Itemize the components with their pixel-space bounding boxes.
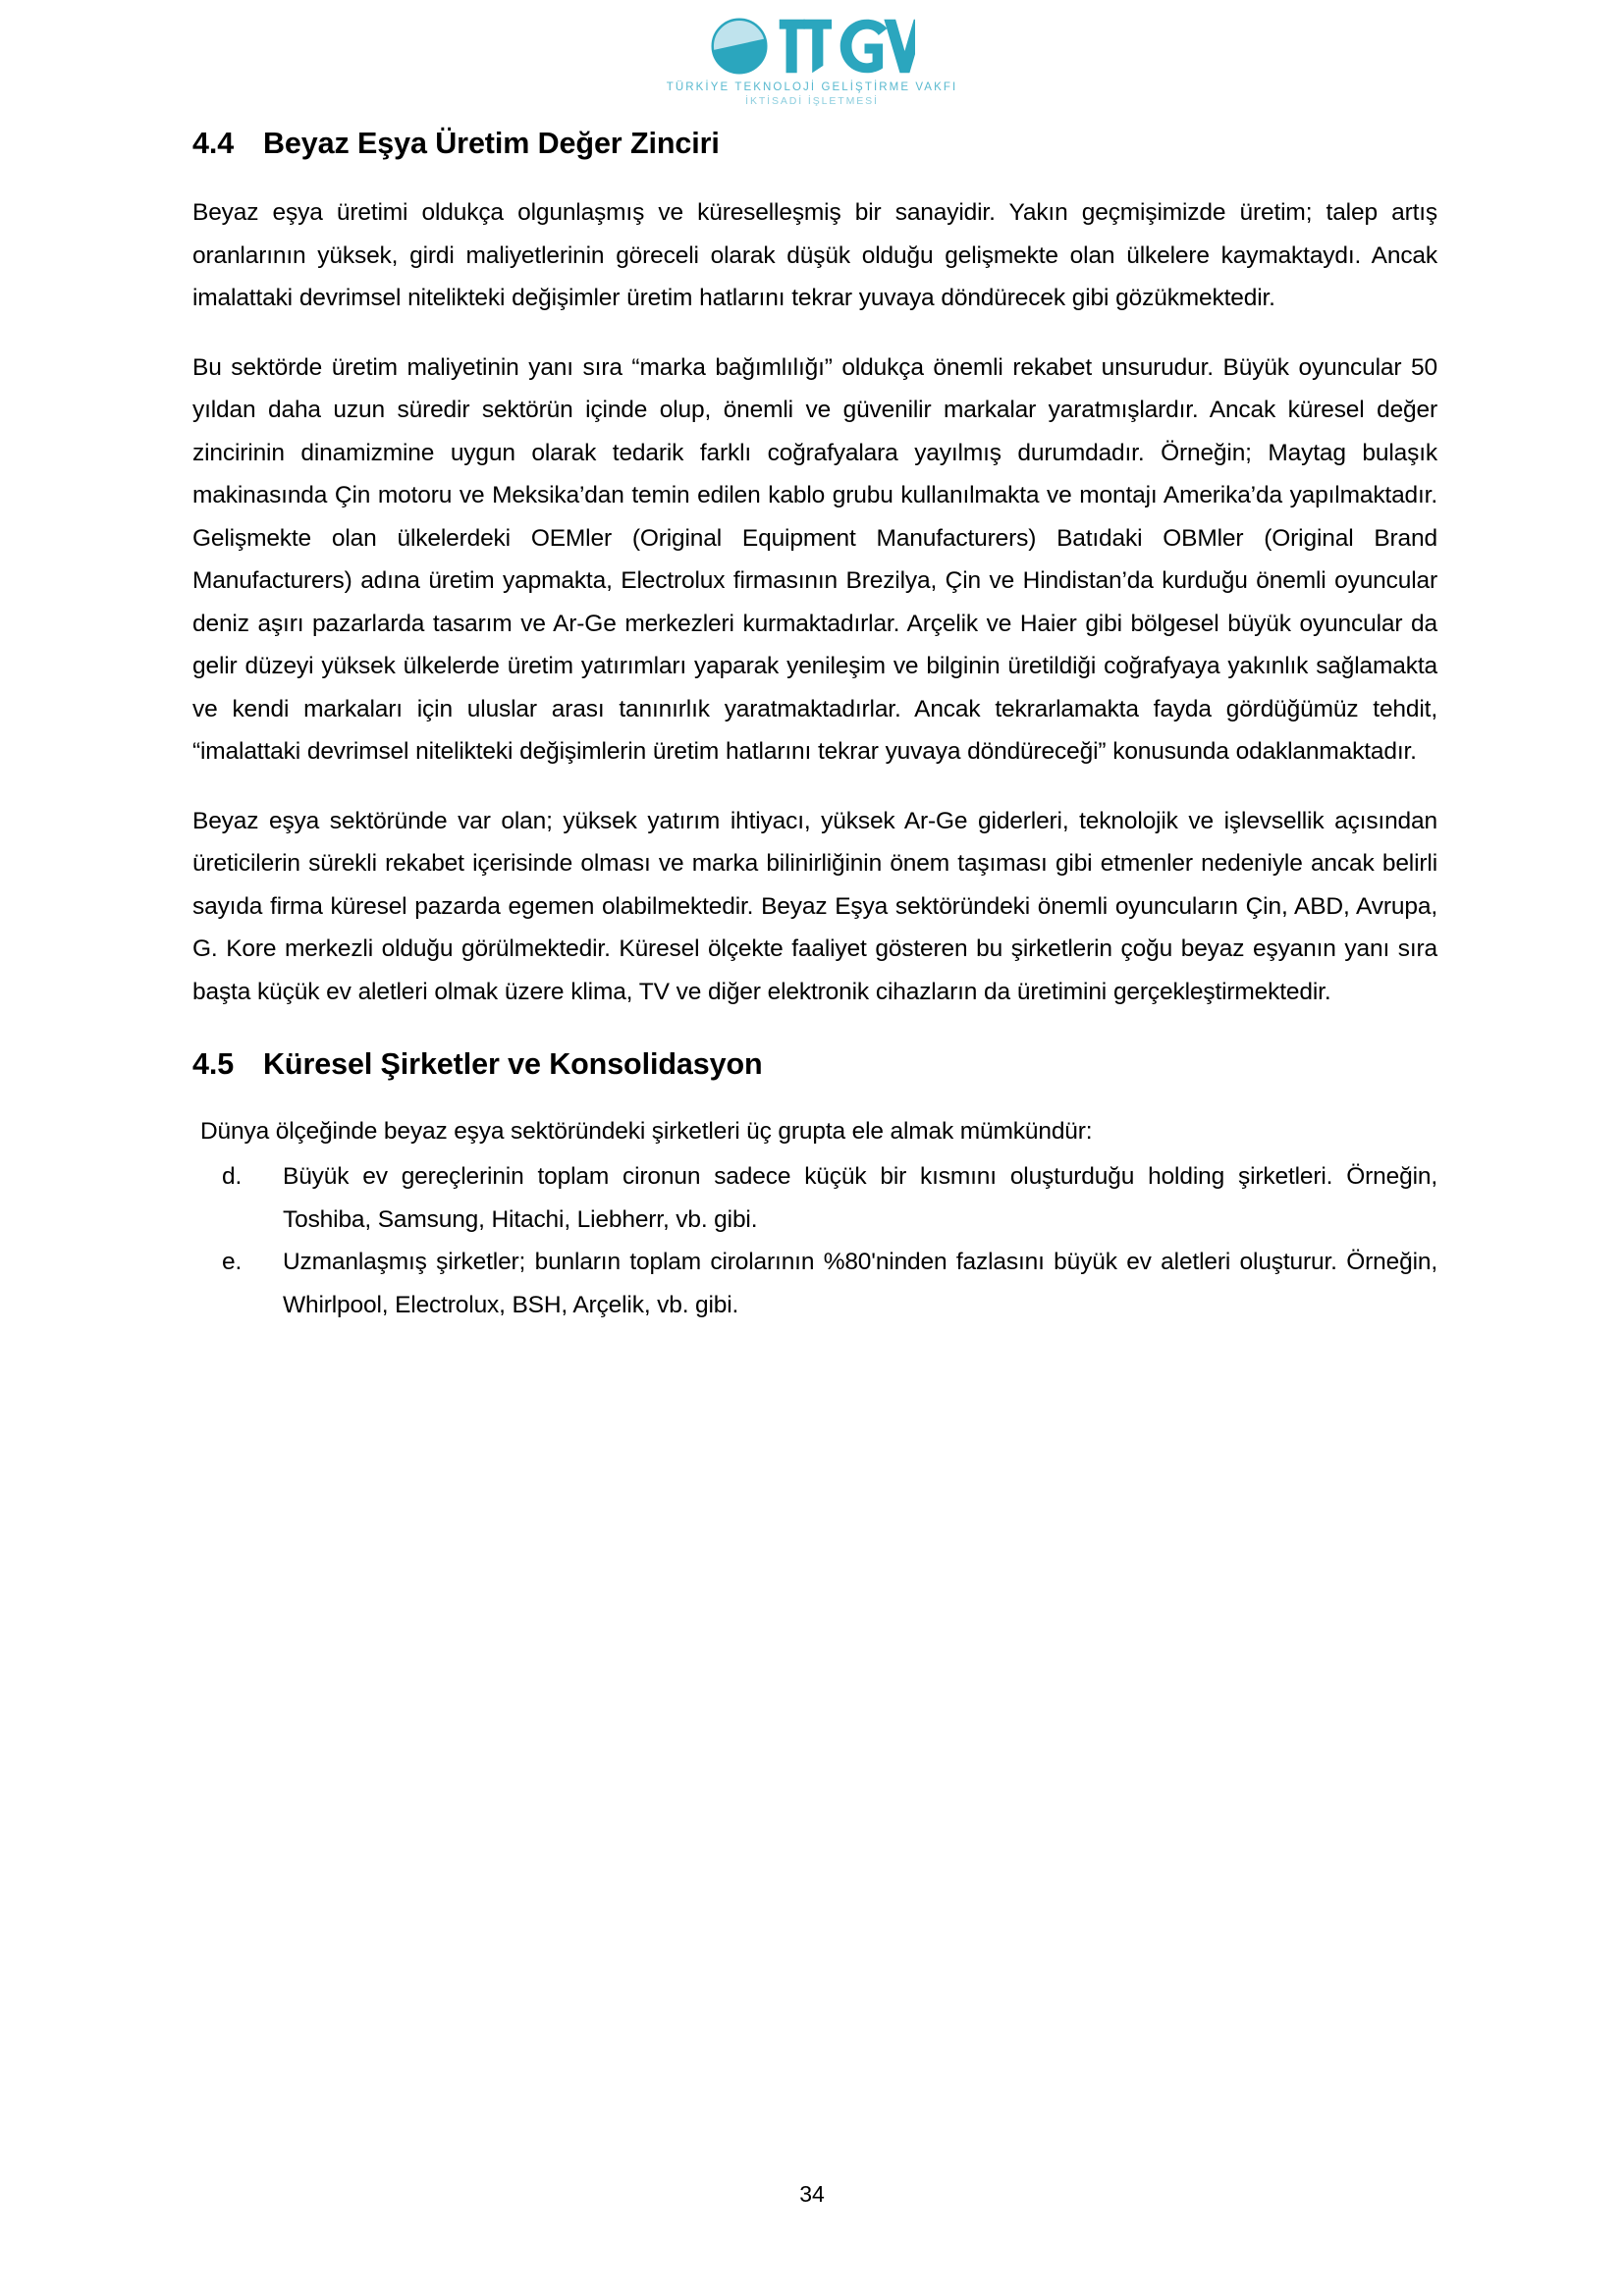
ttgv-logo [709, 14, 916, 79]
section-title-4-4: Beyaz Eşya Üretim Değer Zinciri [263, 127, 720, 160]
list-item-marker: d. [222, 1163, 243, 1191]
page-header [0, 14, 1624, 107]
paragraph: Beyaz eşya sektöründe var olan; yüksek yatırım ihtiyacı, yüksek Ar-Ge giderleri, teknolojik ve işlevsellik açısından üreticilerin sürekli rekabet içerisinde olması ve marka bilinirliğinin önem taşıması gibi etmenler nedeniyle ancak belirli sayıda firma küresel pazarda egemen olabilmektedir. Beyaz Eşya sektöründeki önemli oyuncuların Çin, ABD, Avrupa, G. Kore merkezli olduğu görülmektedir. Küresel ölçekte faaliyet gösteren bu şirketlerin çoğu beyaz eşyanın yanı sıra başta küçük ev aletleri olmak üzere klima, TV ve diğer elektronik cihazların da üretimini gerçekleştirmektedir. [192, 807, 1437, 1005]
list-item-text: Büyük ev gereçlerinin toplam cironun sadece küçük bir kısmını oluşturduğu holding şirketleri. Örneğin, Toshiba, Samsung, Hitachi, Liebherr, vb. gibi. [283, 1163, 1437, 1233]
list-intro-text: Dünya ölçeğinde beyaz eşya sektöründeki şirketleri üç grupta ele almak mümkündür: [200, 1118, 1093, 1146]
section-title-4-5: Küresel Şirketler ve Konsolidasyon [263, 1047, 763, 1082]
logo-subtitle-line1: TÜRKİYE TEKNOLOJİ GELİŞTİRME VAKFI [666, 81, 958, 93]
list-item [192, 1155, 1437, 1241]
ttgv-circle-icon [709, 16, 770, 77]
section-number-4-5: 4.5 [192, 1047, 235, 1082]
logo-subtitle-line2: İKTİSADİ İŞLETMESİ [745, 95, 879, 107]
paragraph: Beyaz eşya üretimi oldukça olgunlaşmış ve küreselleşmiş bir sanayidir. Yakın geçmişimizde üretim; talep artış oranlarının yüksek, girdi maliyetlerinin göreceli olarak düşük olduğu gelişmekte olan ülkelere kaymaktaydı. Ancak imalattaki devrimsel nitelikteki değişimler üretim hatlarını tekrar yuvaya döndürecek gibi gözükmektedir. [192, 199, 1437, 312]
page-number: 34 [799, 2181, 825, 2207]
section-heading-4-5 [192, 1046, 1437, 1083]
list-item-marker: e. [222, 1249, 243, 1276]
paragraph: Bu sektörde üretim maliyetinin yanı sıra “marka bağımlılığı” oldukça önemli rekabet unsurudur. Büyük oyuncular 50 yıldan daha uzun süredir sektörün içinde olup, önemli ve güvenilir markalar yaratmışlardır. Ancak küresel değer zincirinin dinamizmine uygun olarak tedarik farklı coğrafyalara yayılmış durumdadır. Örneğin; Maytag bulaşık makinasında Çin motoru ve Meksika’dan temin edilen kablo grubu kullanılmakta ve montajı Amerika’da yapılmaktadır. Gelişmekte olan ülkelerdeki OEMler (Original Equipment Manufacturers) Batıdaki OBMler (Original Brand Manufacturers) adına üretim yapmakta, Electrolux firmasının Brezilya, Çin ve Hindistan’da kurduğu önemli oyuncular deniz aşırı pazarlarda tasarım ve Ar-Ge merkezleri kurmaktadırlar. Arçelik ve Haier gibi bölgesel büyük oyuncular da gelir düzeyi yüksek ülkelerde üretim yatırımları yaparak yenileşim ve bilginin üretildiği coğrafyaya yakınlık sağlamakta ve kendi markaları için uluslar arası tanınırlık yaratmaktadırlar. Ancak tekrarlamakta fayda gördüğümüz tehdit, “imalattaki devrimsel nitelikteki değişimlerin üretim hatlarını tekrar yuvaya döndüreceği” konusunda odaklanmaktadır. [192, 353, 1437, 766]
section-heading-4-4 [192, 126, 1437, 162]
list-item-text: Uzmanlaşmış şirketler; bunların toplam cirolarının %80'ninden fazlasını büyük ev aletleri oluşturur. Örneğin, Whirlpool, Electrolux, BSH, Arçelik, vb. gibi. [283, 1249, 1437, 1318]
section-number-4-4: 4.4 [192, 127, 235, 160]
lettered-list [192, 1155, 1437, 1326]
list-item [192, 1241, 1437, 1326]
ttgv-wordmark-icon [776, 16, 916, 77]
page-content [192, 126, 1437, 1326]
